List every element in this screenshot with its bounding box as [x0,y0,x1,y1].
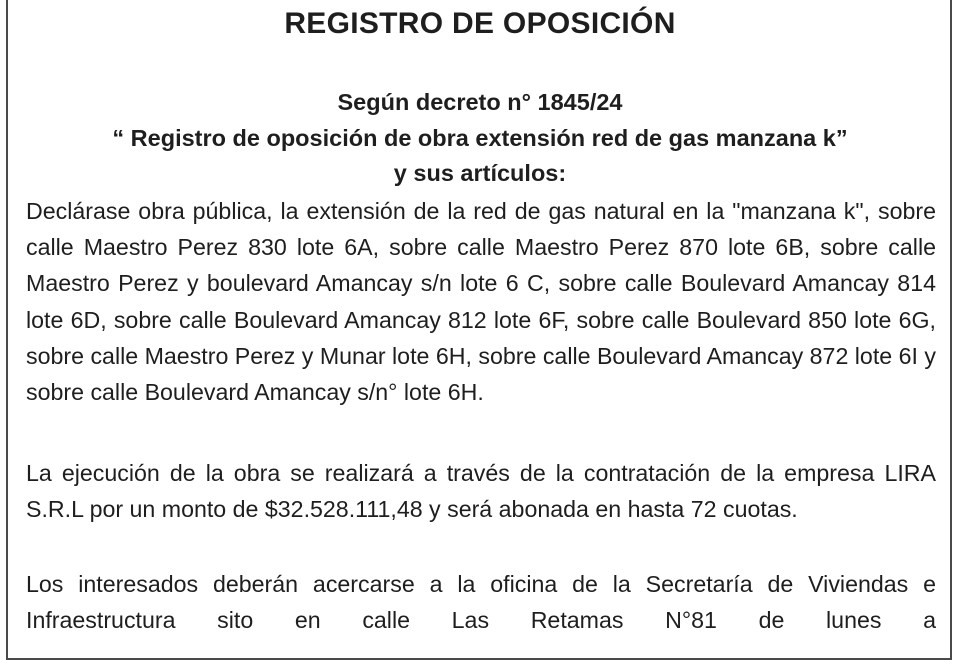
paragraph-public-works: Declárase obra pública, la extensión de la red de gas natural en la "manzana k", sobre calle Maestro Perez 830 lote 6A, sobre calle Maestro Perez 870 lote 6B, sobre calle Maestro Perez y boulevard Amancay s/n lote 6 C, sobre calle Boulevard Amancay 814 lote 6D, sobre calle Boulevard Amancay 812 lote 6F, sobre calle Boulevard 850 lote 6G, sobre calle Maestro Perez y Munar lote 6H, sobre calle Boulevard Amancay 872 lote 6I y sobre calle Boulevard Amancay s/n° lote 6H. [26,198,936,406]
articles-heading: y sus artículos: [393,160,567,186]
document-title: REGISTRO DE OPOSICIÓN [284,7,676,40]
decree-reference: Según decreto n° 1845/24 [337,89,623,115]
paragraph-interested-parties: Los interesados deberán acercarse a la oficina de la Secretaría de Viviendas e Infraestructura sito en calle Las Retamas N°81 de lunes a [26,571,936,634]
paragraph-execution: La ejecución de la obra se realizará a través de la contratación de la empresa LIRA S.R.L por un monto de $32.528.111,48 y será abonada en hasta 72 cuotas. [26,460,936,523]
registry-heading: “ Registro de oposición de obra extensión red de gas manzana k” [112,125,848,151]
